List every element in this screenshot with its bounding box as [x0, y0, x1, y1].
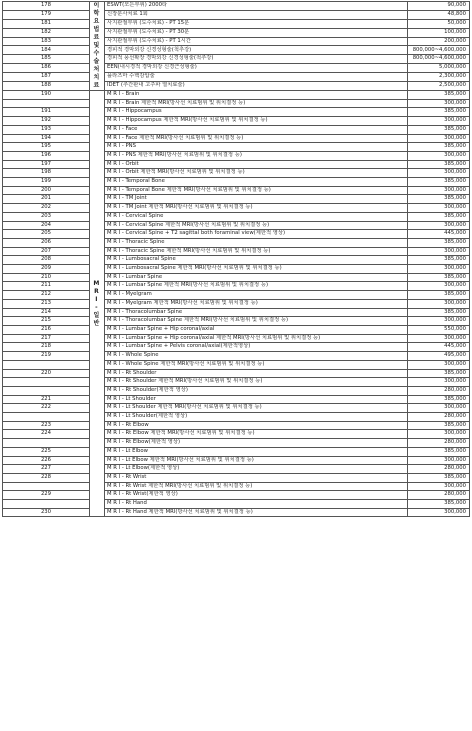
table-row [3, 230, 470, 239]
row-number: 222 [3, 404, 90, 413]
item-price: 385,000 [408, 256, 470, 265]
item-price: 300,000 [408, 430, 470, 439]
item-name: M R I - Face 제한적 MRI(방사선 치료범위 및 위치결정 등) [105, 134, 408, 143]
item-name: M R I - Lumbar Spine + Pelvis coronal/axial(제한적영상) [105, 343, 408, 352]
table-row [3, 178, 470, 187]
item-price: 445,000 [408, 230, 470, 239]
item-name: M R I - Orbit [105, 160, 408, 169]
item-name: 사지관절부위 (도수치료) - PT 1시간 [105, 37, 408, 46]
item-name: 경피적 경막외강 신경성형술(척추강) [105, 46, 408, 55]
item-name: M R I - Thoracic Spine [105, 238, 408, 247]
row-number: 200 [3, 186, 90, 195]
table-row [3, 369, 470, 378]
table-row [3, 439, 470, 448]
item-price: 800,000~4,600,000 [408, 55, 470, 64]
item-name: M R I - Thoracolumbar Spine [105, 308, 408, 317]
row-number: 201 [3, 195, 90, 204]
row-number: 230 [3, 508, 90, 517]
item-price: 300,000 [408, 186, 470, 195]
item-name: M R I - Rt Elbow 제한적 MRI(방사선 치료범위 및 위치결정 등) [105, 430, 408, 439]
table-row [3, 2, 470, 11]
row-number [3, 99, 90, 108]
table-row [3, 169, 470, 178]
item-price: 300,000 [408, 117, 470, 126]
table-row [3, 46, 470, 55]
table-row [3, 291, 470, 300]
item-price: 100,000 [408, 28, 470, 37]
item-name: 사지관절부위 (도수치료) - PT 15분 [105, 19, 408, 28]
item-name: M R I - Lt Elbow 제한적 MRI(방사선 치료범위 및 위치결정 등) [105, 456, 408, 465]
table-row [3, 125, 470, 134]
table-row [3, 143, 470, 152]
item-price: 300,000 [408, 482, 470, 491]
table-row [3, 343, 470, 352]
row-number: 182 [3, 28, 90, 37]
item-price: 385,000 [408, 178, 470, 187]
item-price: 280,000 [408, 413, 470, 422]
row-number: 190 [3, 91, 90, 100]
item-name: M R I - Whole Spine 제한적 MRI(방사선 치료범위 및 위치결정 등) [105, 360, 408, 369]
row-number: 223 [3, 421, 90, 430]
table-row [3, 421, 470, 430]
item-price: 385,000 [408, 273, 470, 282]
item-name: M R I - TM Joint [105, 195, 408, 204]
row-number: 187 [3, 73, 90, 82]
table-row [3, 73, 470, 82]
table-row [3, 395, 470, 404]
item-name: M R I - Rt Shoulder(제한적 영상) [105, 386, 408, 395]
item-name: M R I - Rt Elbow(제한적 영상) [105, 439, 408, 448]
table-row [3, 117, 470, 126]
item-name: M R I - Cervical Spine 제한적 MRI(방사선 치료범위 및 위치결정 등) [105, 221, 408, 230]
row-number: 184 [3, 46, 90, 55]
item-price: 385,000 [408, 91, 470, 100]
item-name: M R I - Thoracic Spine 제한적 MRI(방사선 치료범위 및 위치결정 등) [105, 247, 408, 256]
item-name: M R I - Temporal Bone [105, 178, 408, 187]
row-number [3, 482, 90, 491]
item-price: 50,000 [408, 19, 470, 28]
row-number: 192 [3, 117, 90, 126]
item-name: M R I - Hippocampus 제한적 MRI(방사선 치료범위 및 위치결정 등) [105, 117, 408, 126]
table-row [3, 37, 470, 46]
item-price: 385,000 [408, 195, 470, 204]
table-row [3, 378, 470, 387]
table-row [3, 134, 470, 143]
row-number: 210 [3, 273, 90, 282]
item-price: 550,000 [408, 325, 470, 334]
item-name: M R I - Lumbosacral Spine 제한적 MRI(방사선 치료범위 및 위치결정 등) [105, 265, 408, 274]
item-name: IDET (추간판내 고주파 열치료술) [105, 82, 408, 91]
table-row [3, 212, 470, 221]
row-number: 181 [3, 19, 90, 28]
table-row [3, 265, 470, 274]
item-name: M R I - Lumbar Spine 제한적 MRI(방사선 치료범위 및 위치결정 등) [105, 282, 408, 291]
item-name: M R I - PNS [105, 143, 408, 152]
table-row [3, 19, 470, 28]
item-price: 300,000 [408, 508, 470, 517]
fee-table-body [3, 2, 470, 517]
table-row [3, 99, 470, 108]
item-price: 300,000 [408, 99, 470, 108]
row-number: 185 [3, 55, 90, 64]
row-number: 226 [3, 456, 90, 465]
row-number: 179 [3, 10, 90, 19]
item-name: M R I - Lt Shoulder 제한적 MRI(방사선 치료범위 및 위치결정 등) [105, 404, 408, 413]
item-name: M R I - Hippocampus [105, 108, 408, 117]
row-number: 220 [3, 369, 90, 378]
item-name: M R I - Lumbar Spine [105, 273, 408, 282]
item-price: 300,000 [408, 282, 470, 291]
item-name: 플라즈마 수핵감압술 [105, 73, 408, 82]
table-row [3, 317, 470, 326]
category-cell: M R I - 일반 [90, 91, 105, 517]
item-price: 385,000 [408, 447, 470, 456]
item-price: 300,000 [408, 169, 470, 178]
item-price: 2,500,000 [408, 82, 470, 91]
table-row [3, 64, 470, 73]
row-number [3, 378, 90, 387]
item-name: M R I - PNS 제한적 MRI(방사선 치료범위 및 위치결정 등) [105, 151, 408, 160]
row-number: 188 [3, 82, 90, 91]
item-name: M R I - Rt Hand 제한적 MRI(방사선 치료범위 및 위치결정 등) [105, 508, 408, 517]
table-row [3, 221, 470, 230]
item-price: 300,000 [408, 204, 470, 213]
item-name: M R I - Lt Elbow [105, 447, 408, 456]
item-name: M R I - Rt Wrist [105, 473, 408, 482]
row-number: 207 [3, 247, 90, 256]
table-row [3, 473, 470, 482]
row-number: 216 [3, 325, 90, 334]
item-name: M R I - Rt Wrist 제한적 MRI(방사선 치료범위 및 위치결정 등) [105, 482, 408, 491]
item-name: M R I - Myelgram 제한적 MRI(방사선 치료범위 및 위치결정 등) [105, 299, 408, 308]
table-row [3, 299, 470, 308]
table-row [3, 447, 470, 456]
item-price: 385,000 [408, 369, 470, 378]
item-price: 48,800 [408, 10, 470, 19]
row-number [3, 439, 90, 448]
item-price: 385,000 [408, 395, 470, 404]
row-number: 218 [3, 343, 90, 352]
item-name: M R I - Temporal Bone 제한적 MRI(방사선 치료범위 및 위치결정 등) [105, 186, 408, 195]
item-price: 445,000 [408, 343, 470, 352]
row-number: 191 [3, 108, 90, 117]
item-name: M R I - Lt Elbow(제한적 영상) [105, 465, 408, 474]
table-row [3, 482, 470, 491]
table-row [3, 508, 470, 517]
table-row [3, 91, 470, 100]
item-price: 300,000 [408, 404, 470, 413]
item-price: 300,000 [408, 456, 470, 465]
item-price: 280,000 [408, 465, 470, 474]
row-number: 219 [3, 352, 90, 361]
item-price: 800,000~4,600,000 [408, 46, 470, 55]
table-row [3, 195, 470, 204]
row-number: 224 [3, 430, 90, 439]
item-price: 385,000 [408, 125, 470, 134]
table-row [3, 386, 470, 395]
item-price: 300,000 [408, 134, 470, 143]
item-name: M R I - Brain [105, 91, 408, 100]
row-number: 203 [3, 212, 90, 221]
item-price: 385,000 [408, 143, 470, 152]
item-price: 200,000 [408, 37, 470, 46]
row-number: 198 [3, 169, 90, 178]
table-row [3, 108, 470, 117]
row-number: 211 [3, 282, 90, 291]
item-name: M R I - Rt Hand [105, 500, 408, 509]
item-price: 280,000 [408, 386, 470, 395]
item-price: 300,000 [408, 221, 470, 230]
row-number: 183 [3, 37, 90, 46]
table-row [3, 256, 470, 265]
row-number: 208 [3, 256, 90, 265]
category-cell: 이 학 요 법 료 및 수 술 처 치 료 [90, 2, 105, 91]
table-row [3, 55, 470, 64]
item-name: M R I - Rt Shoulder [105, 369, 408, 378]
row-number: 197 [3, 160, 90, 169]
table-row [3, 82, 470, 91]
table-row [3, 151, 470, 160]
table-row [3, 204, 470, 213]
table-row [3, 160, 470, 169]
table-row [3, 491, 470, 500]
row-number: 195 [3, 143, 90, 152]
item-price: 385,000 [408, 421, 470, 430]
table-row [3, 28, 470, 37]
item-name: M R I - Rt Wrist(제한적 영상) [105, 491, 408, 500]
row-number: 225 [3, 447, 90, 456]
item-name: M R I - Orbit 제한적 MRI(방사선 치료범위 및 위치결정 등) [105, 169, 408, 178]
fee-table [2, 1, 470, 517]
row-number: 206 [3, 238, 90, 247]
row-number: 214 [3, 308, 90, 317]
item-price: 385,000 [408, 291, 470, 300]
row-number: 217 [3, 334, 90, 343]
table-row [3, 430, 470, 439]
item-name: M R I - TM Joint 제한적 MRI(방사선 치료범위 및 위치결정 등) [105, 204, 408, 213]
item-price: 300,000 [408, 317, 470, 326]
table-row [3, 404, 470, 413]
item-name: 신장분사치료 1회 [105, 10, 408, 19]
item-price: 495,000 [408, 352, 470, 361]
item-name: M R I - Face [105, 125, 408, 134]
row-number: 213 [3, 299, 90, 308]
item-name: ESWT(모든부위) 2000타 [105, 2, 408, 11]
item-name: M R I - Cervical Spine + T2 sagittal both foraminal view(제한적 영상) [105, 230, 408, 239]
item-name: M R I - Rt Shoulder 제한적 MRI(방사선 치료범위 및 위치결정 등) [105, 378, 408, 387]
item-price: 280,000 [408, 439, 470, 448]
table-row [3, 186, 470, 195]
item-price: 300,000 [408, 247, 470, 256]
table-row [3, 465, 470, 474]
item-price: 385,000 [408, 500, 470, 509]
table-row [3, 334, 470, 343]
table-row [3, 247, 470, 256]
row-number: 212 [3, 291, 90, 300]
item-price: 385,000 [408, 238, 470, 247]
item-name: M R I - Lumbar Spine + Hip coronal/axial 제한적 MRI(방사선 치료범위 및 위치결정 등) [105, 334, 408, 343]
row-number: 215 [3, 317, 90, 326]
item-name: EEN(내시경적 경막외강 신경근성형술) [105, 64, 408, 73]
row-number: 186 [3, 64, 90, 73]
row-number: 199 [3, 178, 90, 187]
item-price: 300,000 [408, 299, 470, 308]
row-number: 221 [3, 395, 90, 404]
table-row [3, 308, 470, 317]
row-number: 204 [3, 221, 90, 230]
item-price: 300,000 [408, 265, 470, 274]
item-price: 300,000 [408, 151, 470, 160]
row-number: 178 [3, 2, 90, 11]
item-name: M R I - Brain 제한적 MRI(방사선 치료범위 및 위치결정 등) [105, 99, 408, 108]
row-number [3, 386, 90, 395]
table-row [3, 413, 470, 422]
item-price: 90,000 [408, 2, 470, 11]
table-row [3, 360, 470, 369]
item-name: M R I - Whole Spine [105, 352, 408, 361]
item-name: M R I - Lt Shoulder(제한적 영상) [105, 413, 408, 422]
item-name: M R I - Myelgram [105, 291, 408, 300]
item-price: 385,000 [408, 473, 470, 482]
row-number [3, 360, 90, 369]
table-row [3, 282, 470, 291]
item-price: 280,000 [408, 491, 470, 500]
row-number: 193 [3, 125, 90, 134]
row-number: 209 [3, 265, 90, 274]
item-price: 300,000 [408, 360, 470, 369]
item-price: 2,300,000 [408, 73, 470, 82]
row-number: 202 [3, 204, 90, 213]
item-price: 300,000 [408, 378, 470, 387]
item-price: 5,000,000 [408, 64, 470, 73]
row-number [3, 500, 90, 509]
item-name: M R I - Thoracolumbar Spine 제한적 MRI(방사선 치료범위 및 위치결정 등) [105, 317, 408, 326]
item-price: 385,000 [408, 108, 470, 117]
item-name: 사지관절부위 (도수치료) - PT 30분 [105, 28, 408, 37]
table-row [3, 325, 470, 334]
item-price: 385,000 [408, 160, 470, 169]
row-number: 227 [3, 465, 90, 474]
item-name: 경피적 풍선확장 경막외강 신경성형술(척추강) [105, 55, 408, 64]
row-number: 194 [3, 134, 90, 143]
row-number: 205 [3, 230, 90, 239]
item-name: M R I - Rt Elbow [105, 421, 408, 430]
item-name: M R I - Cervical Spine [105, 212, 408, 221]
item-name: M R I - Lumbosacral Spine [105, 256, 408, 265]
item-price: 300,000 [408, 334, 470, 343]
table-row [3, 238, 470, 247]
row-number [3, 413, 90, 422]
row-number: 229 [3, 491, 90, 500]
item-price: 385,000 [408, 212, 470, 221]
item-name: M R I - Lumbar Spine + Hip coronal/axial [105, 325, 408, 334]
table-row [3, 500, 470, 509]
table-row [3, 10, 470, 19]
item-name: M R I - Lt Shoulder [105, 395, 408, 404]
row-number: 228 [3, 473, 90, 482]
table-row [3, 352, 470, 361]
item-price: 385,000 [408, 308, 470, 317]
table-row [3, 456, 470, 465]
row-number: 196 [3, 151, 90, 160]
table-row [3, 273, 470, 282]
